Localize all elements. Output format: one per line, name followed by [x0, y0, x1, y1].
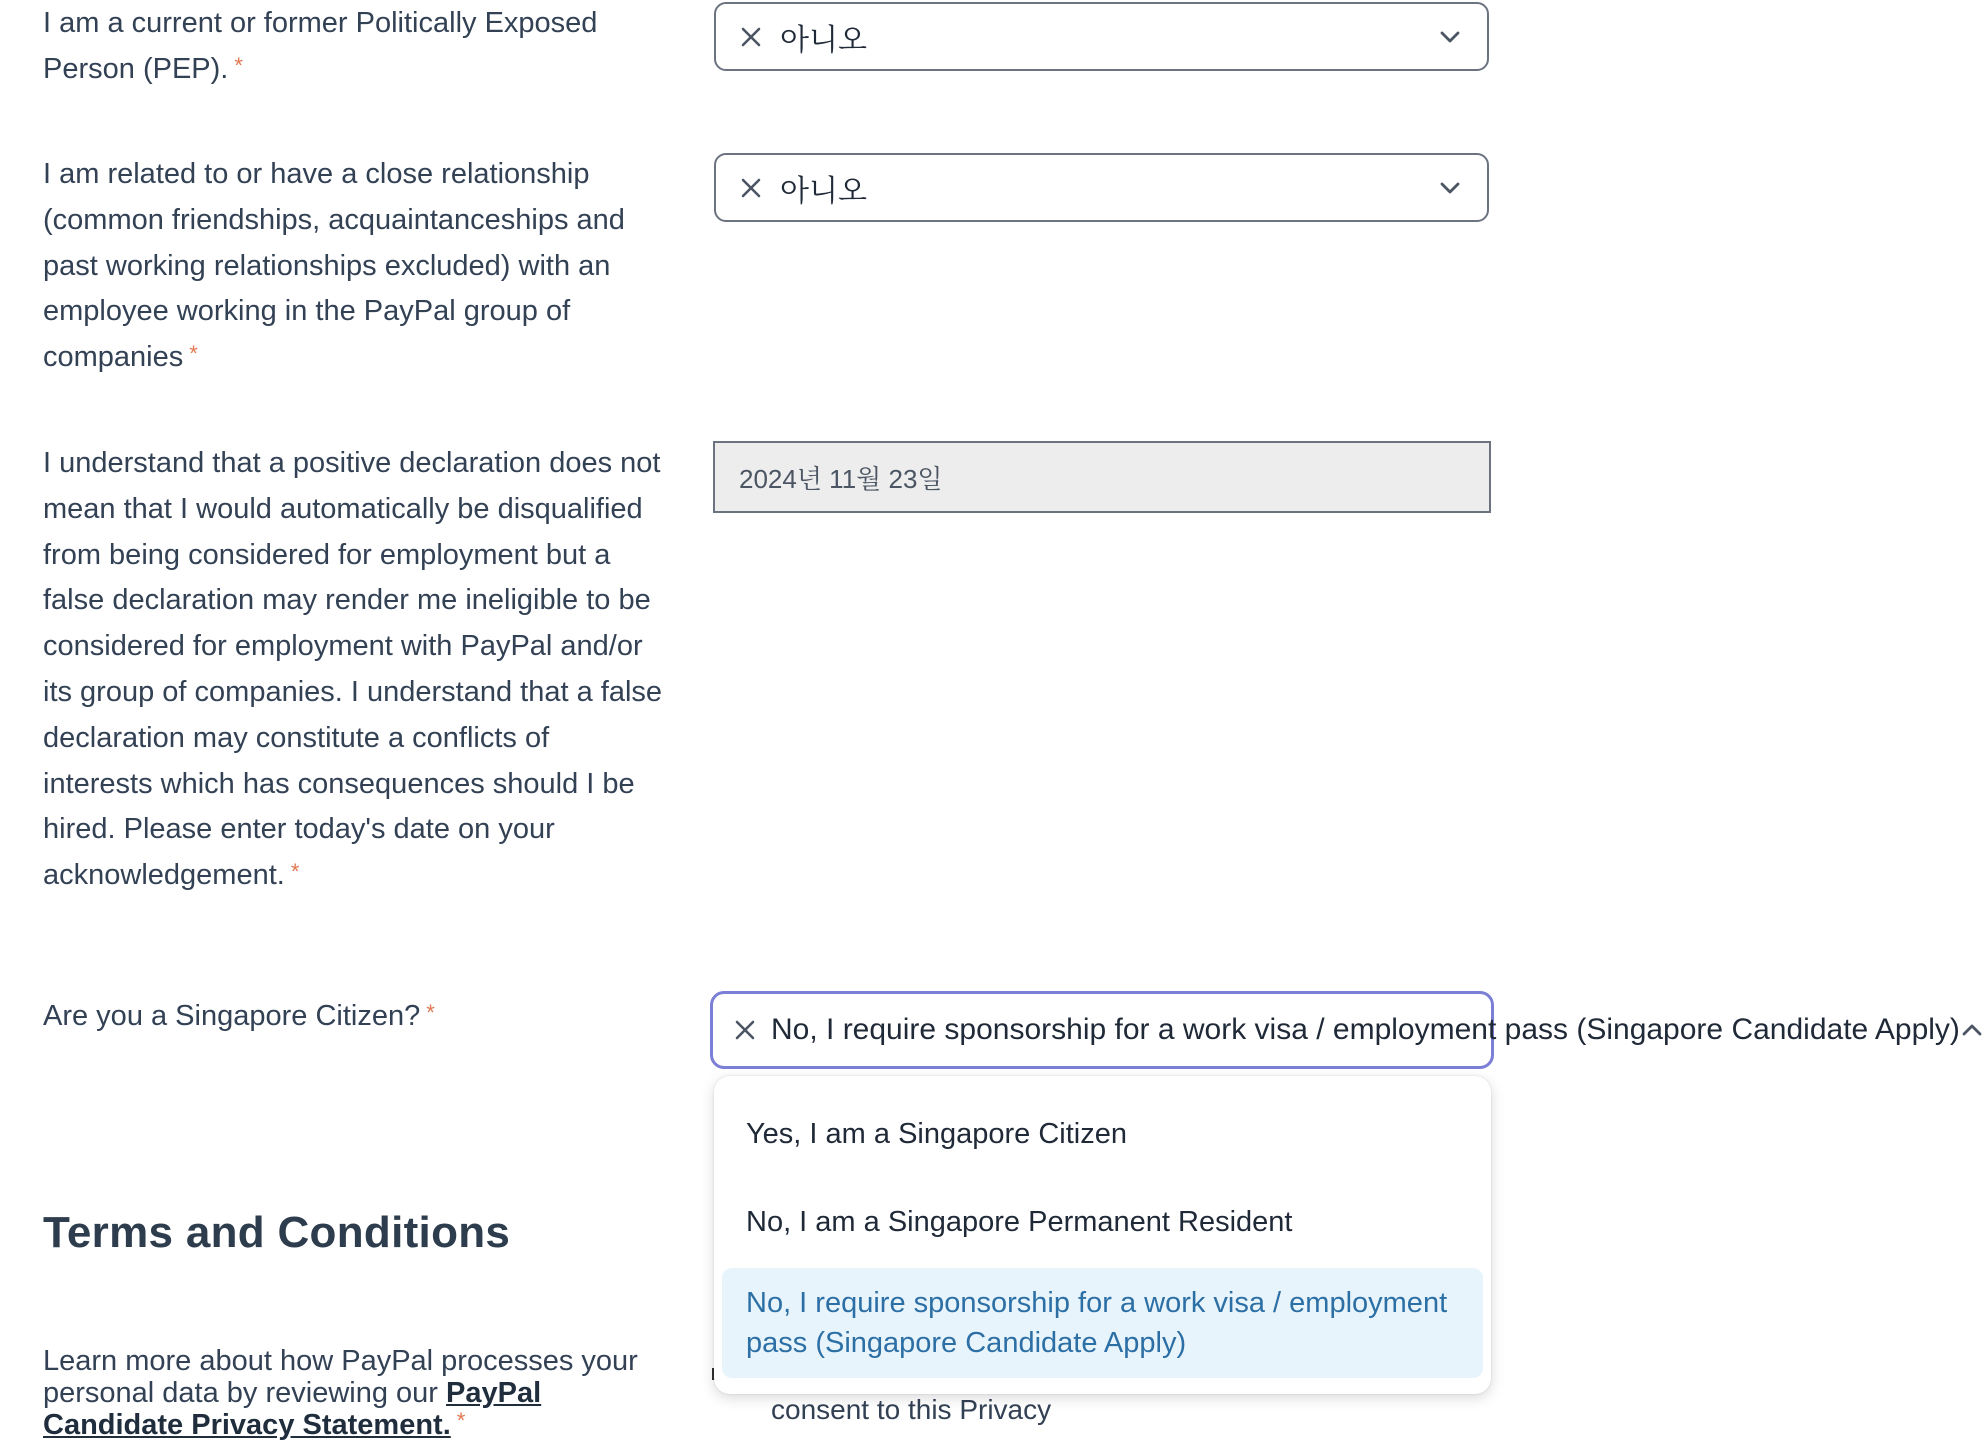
- citizen-question-label: Are you a Singapore Citizen? *: [43, 1000, 435, 1032]
- close-icon[interactable]: [733, 1015, 757, 1045]
- chevron-down-icon[interactable]: [1435, 173, 1465, 203]
- required-asterisk: *: [456, 1408, 466, 1433]
- acknowledgement-date-value: 2024년 11월 23일: [739, 463, 943, 494]
- required-asterisk: *: [234, 52, 243, 78]
- pep-select-value: 아니오: [780, 23, 867, 57]
- terms-heading: Terms and Conditions: [43, 1208, 511, 1257]
- pep-select[interactable]: [714, 2, 1489, 71]
- required-asterisk: *: [290, 859, 300, 885]
- close-icon[interactable]: [736, 22, 766, 52]
- privacy-statement-link[interactable]: PayPal Candidate Privacy Statement.: [43, 1377, 542, 1441]
- consent-text: consent to this Privacy: [771, 1394, 1052, 1425]
- citizen-dropdown-menu: [714, 1076, 1491, 1394]
- citizen-select-value: No, I require sponsorship for a work visa / employment pass (Singapore Candidate Apply): [771, 1013, 1960, 1046]
- close-icon[interactable]: [736, 173, 766, 203]
- pep-question-label: I am a current or former Politically Exposed Person (PEP). *: [43, 7, 598, 85]
- citizen-select[interactable]: [710, 991, 1960, 1069]
- privacy-statement-text: Learn more about how PayPal processes your personal data by reviewing our PayPal Candidate Privacy Statement. *: [43, 1345, 638, 1441]
- citizen-option-permanent-resident[interactable]: No, I am a Singapore Permanent Resident: [746, 1205, 1293, 1238]
- citizen-option-sponsorship[interactable]: No, I require sponsorship for a work visa / employment pass (Singapore Candidate Apply): [722, 1268, 1483, 1378]
- acknowledgement-question-label: I understand that a positive declaration does not mean that I would automatically be disqualified from being considered for employment but a false declaration may render me ineligible to be considered for employment with PayPal and/or its group of companies. I understand that a false declaration may constitute a conflicts of interests which has consequences should I be hired. Please enter today's date on your acknowledgement. *: [43, 447, 663, 892]
- required-asterisk: *: [189, 341, 198, 367]
- chevron-up-icon[interactable]: [1960, 1015, 1984, 1045]
- citizen-option-yes[interactable]: Yes, I am a Singapore Citizen: [746, 1117, 1127, 1150]
- chevron-down-icon[interactable]: [1435, 22, 1465, 52]
- acknowledgement-date-field[interactable]: [713, 441, 1491, 513]
- relationship-select[interactable]: [714, 153, 1489, 222]
- required-asterisk: *: [426, 1000, 435, 1025]
- relationship-question-label: I am related to or have a close relationship (common friendships, acquaintanceships and past working relationships excluded) with an employee working in the PayPal group of companies *: [43, 158, 625, 374]
- relationship-select-value: 아니오: [780, 174, 867, 208]
